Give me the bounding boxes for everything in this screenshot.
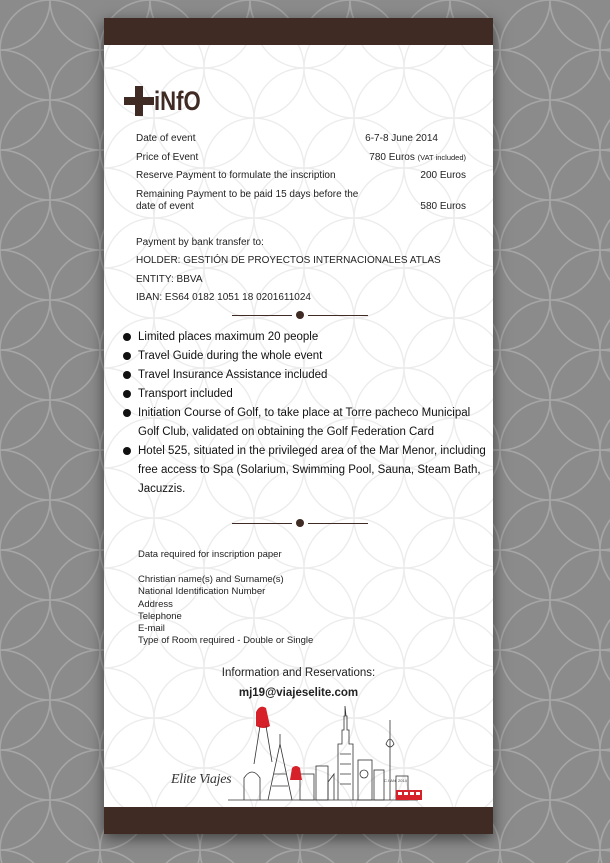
features-list <box>123 328 489 499</box>
vat-note: (VAT included) <box>417 153 466 162</box>
contact-email[interactable]: mj19@viajeselite.com <box>238 687 359 699</box>
inscription-heading: Data required for inscription paper <box>138 549 282 560</box>
detail-label: Remaining Payment to be paid 15 days before the date of event <box>136 189 359 212</box>
list-item: Type of Room required - Double or Single <box>138 635 314 647</box>
list-item: Initiation Course of Golf, to take place at Torre pacheco Municipal Golf Club, validated on obtaining the Golf Federation Card <box>123 404 489 442</box>
payment-entity: ENTITY: BBVA <box>136 274 203 285</box>
list-item: E-mail <box>138 623 165 635</box>
detail-value: 6-7-8 June 2014 <box>365 133 438 144</box>
city-skyline-illustration <box>168 704 428 808</box>
list-item: Christian name(s) and Surname(s) <box>138 574 284 585</box>
payment-holder: HOLDER: GESTIÓN DE PROYECTOS INTERNACIONALES ATLAS <box>136 255 441 266</box>
detail-label: Reserve Payment to formulate the inscription <box>136 170 336 181</box>
detail-row-remaining <box>136 189 466 213</box>
section-divider <box>232 311 368 320</box>
detail-row-date <box>136 133 466 145</box>
detail-row-price <box>136 152 466 164</box>
list-item: Limited places maximum 20 people <box>123 328 489 347</box>
bullet-icon <box>123 352 131 360</box>
brand-logo: Elite Viajes <box>171 772 232 787</box>
detail-value <box>369 152 466 164</box>
info-card <box>104 18 493 834</box>
contact-heading: Information and Reservations: <box>221 667 376 679</box>
inscription-fields <box>138 574 313 648</box>
section-divider <box>232 519 368 528</box>
brand-tagline: C.I.AN. 2014 <box>384 778 407 783</box>
detail-label: Price of Event <box>136 152 199 163</box>
payment-iban: IBAN: ES64 0182 1051 18 0201611024 <box>136 292 311 303</box>
list-item: Telephone <box>138 610 182 622</box>
bullet-icon <box>123 333 131 341</box>
bullet-icon <box>123 409 131 417</box>
detail-value: 200 Euros <box>420 170 466 181</box>
detail-label: Date of event <box>136 133 196 144</box>
title-text: iNfO <box>154 86 201 116</box>
list-item: Transport included <box>123 385 489 404</box>
plus-icon <box>124 86 154 116</box>
bullet-icon <box>123 371 131 379</box>
list-item: National Identification Number <box>138 586 266 598</box>
list-item: Hotel 525, situated in the privileged area of the Mar Menor, including free access to Spa (Solarium, Swimming Pool, Sauna, Steam Bath, Jacuzzis. <box>123 442 489 499</box>
payment-intro: Payment by bank transfer to: <box>136 237 264 248</box>
detail-value: 580 Euros <box>420 201 466 212</box>
detail-row-reserve <box>136 170 466 182</box>
list-item: Travel Insurance Assistance included <box>123 366 489 385</box>
bullet-icon <box>123 390 131 398</box>
list-item: Address <box>138 598 173 610</box>
price-value: 780 Euros <box>369 152 415 163</box>
page-title <box>124 86 211 116</box>
list-item: Travel Guide during the whole event <box>123 347 489 366</box>
bullet-icon <box>123 447 131 455</box>
